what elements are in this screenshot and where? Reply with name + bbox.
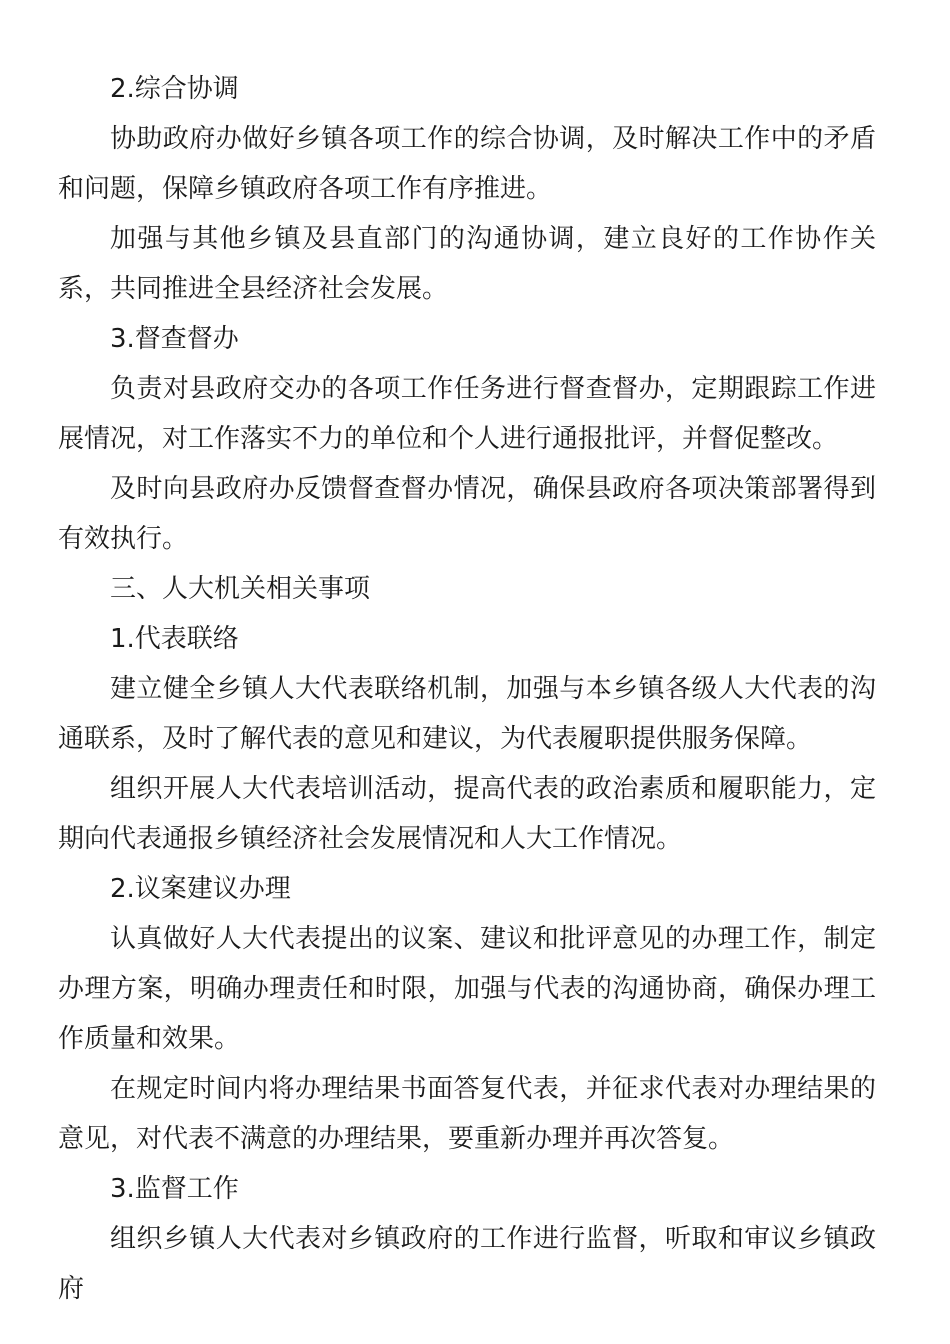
paragraph: 建立健全乡镇人大代表联络机制，加强与本乡镇各级人大代表的沟通联系，及时了解代表的意见和建议，为代表履职提供服务保障。 [58,674,876,754]
section-heading-representative-liaison: 1.代表联络 [110,624,239,654]
paragraph: 在规定时间内将办理结果书面答复代表，并征求代表对办理结果的意见，对代表不满意的办理结果，要重新办理并再次答复。 [58,1074,876,1154]
paragraph: 组织乡镇人大代表对乡镇政府的工作进行监督，听取和审议乡镇政府 [58,1224,876,1304]
paragraph: 组织开展人大代表培训活动，提高代表的政治素质和履职能力，定期向代表通报乡镇经济社会发展情况和人大工作情况。 [58,774,876,854]
paragraph: 及时向县政府办反馈督查督办情况，确保县政府各项决策部署得到有效执行。 [58,474,876,554]
paragraph: 加强与其他乡镇及县直部门的沟通协调，建立良好的工作协作关系，共同推进全县经济社会发展。 [58,224,876,304]
paragraph: 负责对县政府交办的各项工作任务进行督查督办，定期跟踪工作进展情况，对工作落实不力的单位和个人进行通报批评，并督促整改。 [58,374,876,454]
section-heading-comprehensive-coordination: 2.综合协调 [110,74,239,104]
section-heading-supervision: 3.督查督办 [110,324,239,354]
section-heading-oversight-work: 3.监督工作 [110,1174,239,1204]
section-heading-proposal-handling: 2.议案建议办理 [110,874,291,904]
document-page [58,64,876,1314]
chapter-heading-npc-affairs: 三、人大机关相关事项 [110,574,371,604]
paragraph: 协助政府办做好乡镇各项工作的综合协调，及时解决工作中的矛盾和问题，保障乡镇政府各项工作有序推进。 [58,124,876,204]
paragraph: 认真做好人大代表提出的议案、建议和批评意见的办理工作，制定办理方案，明确办理责任和时限，加强与代表的沟通协商，确保办理工作质量和效果。 [58,924,876,1054]
